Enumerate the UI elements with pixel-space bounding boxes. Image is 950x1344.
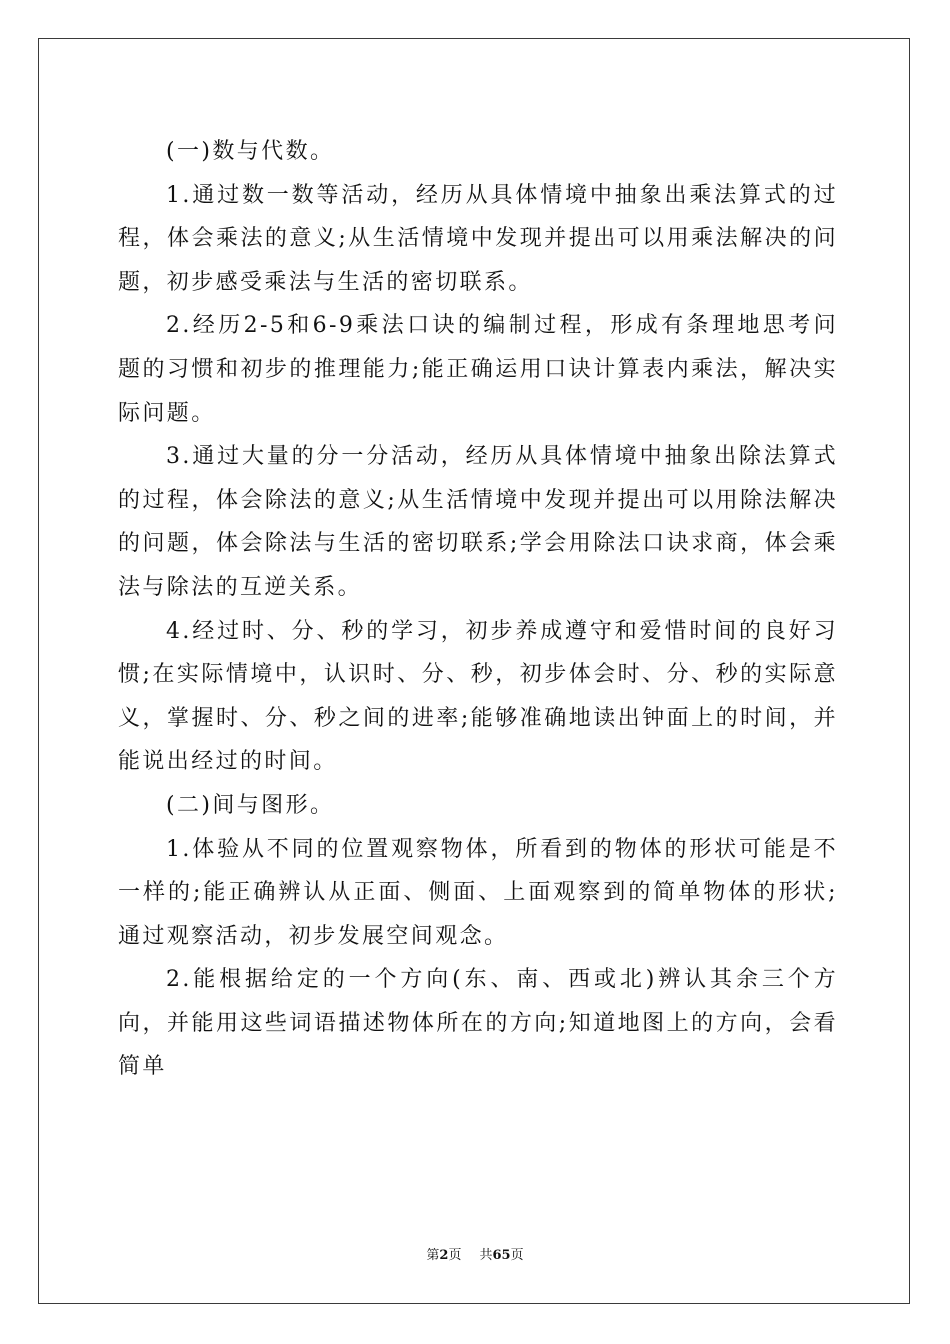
paragraph-directions: 2.能根据给定的一个方向(东、南、西或北)辨认其余三个方向，并能用这些词语描述物体所在的方向;知道地图上的方向，会看简单	[118, 967, 838, 1080]
paragraph-observing-objects: 1.体验从不同的位置观察物体，所看到的物体的形状可能是不一样的;能正确辨认从正面、侧面、上面观察到的简单物体的形状;通过观察活动，初步发展空间观念。	[118, 836, 838, 949]
paragraph-multiplication-meaning: 1.通过数一数等活动，经历从具体情境中抽象出乘法算式的过程，体会乘法的意义;从生活情境中发现并提出可以用乘法解决的问题，初步感受乘法与生活的密切联系。	[118, 182, 838, 295]
paragraph-division-meaning: 3.通过大量的分一分活动，经历从具体情境中抽象出除法算式的过程，体会除法的意义;从生活情境中发现并提出可以用除法解决的问题，体会除法与生活的密切联系;学会用除法口诀求商，体会乘法与除法的互逆关系。	[118, 444, 838, 600]
paragraph-multiplication-table: 2.经历2-5和6-9乘法口诀的编制过程，形成有条理地思考问题的习惯和初步的推理能力;能正确运用口诀计算表内乘法，解决实际问题。	[118, 313, 838, 426]
section-heading-number-and-algebra: (一)数与代数。	[166, 139, 335, 164]
page-suffix: 页	[448, 1248, 462, 1263]
total-prefix: 共	[479, 1248, 493, 1263]
total-page-count: 65	[492, 1248, 511, 1263]
total-suffix: 页	[510, 1248, 524, 1263]
page-prefix: 第	[426, 1248, 440, 1263]
document-body	[118, 130, 838, 1089]
section-heading-space-and-shape: (二)间与图形。	[166, 792, 335, 818]
current-page-number: 2	[439, 1248, 449, 1263]
paragraph-time-units: 4.经过时、分、秒的学习，初步养成遵守和爱惜时间的良好习惯;在实际情境中，认识时、分、秒，初步体会时、分、秒的实际意义，掌握时、分、秒之间的进率;能够准确地读出钟面上的时间，并能说出经过的时间。	[118, 618, 838, 775]
page-footer	[0, 1247, 950, 1265]
